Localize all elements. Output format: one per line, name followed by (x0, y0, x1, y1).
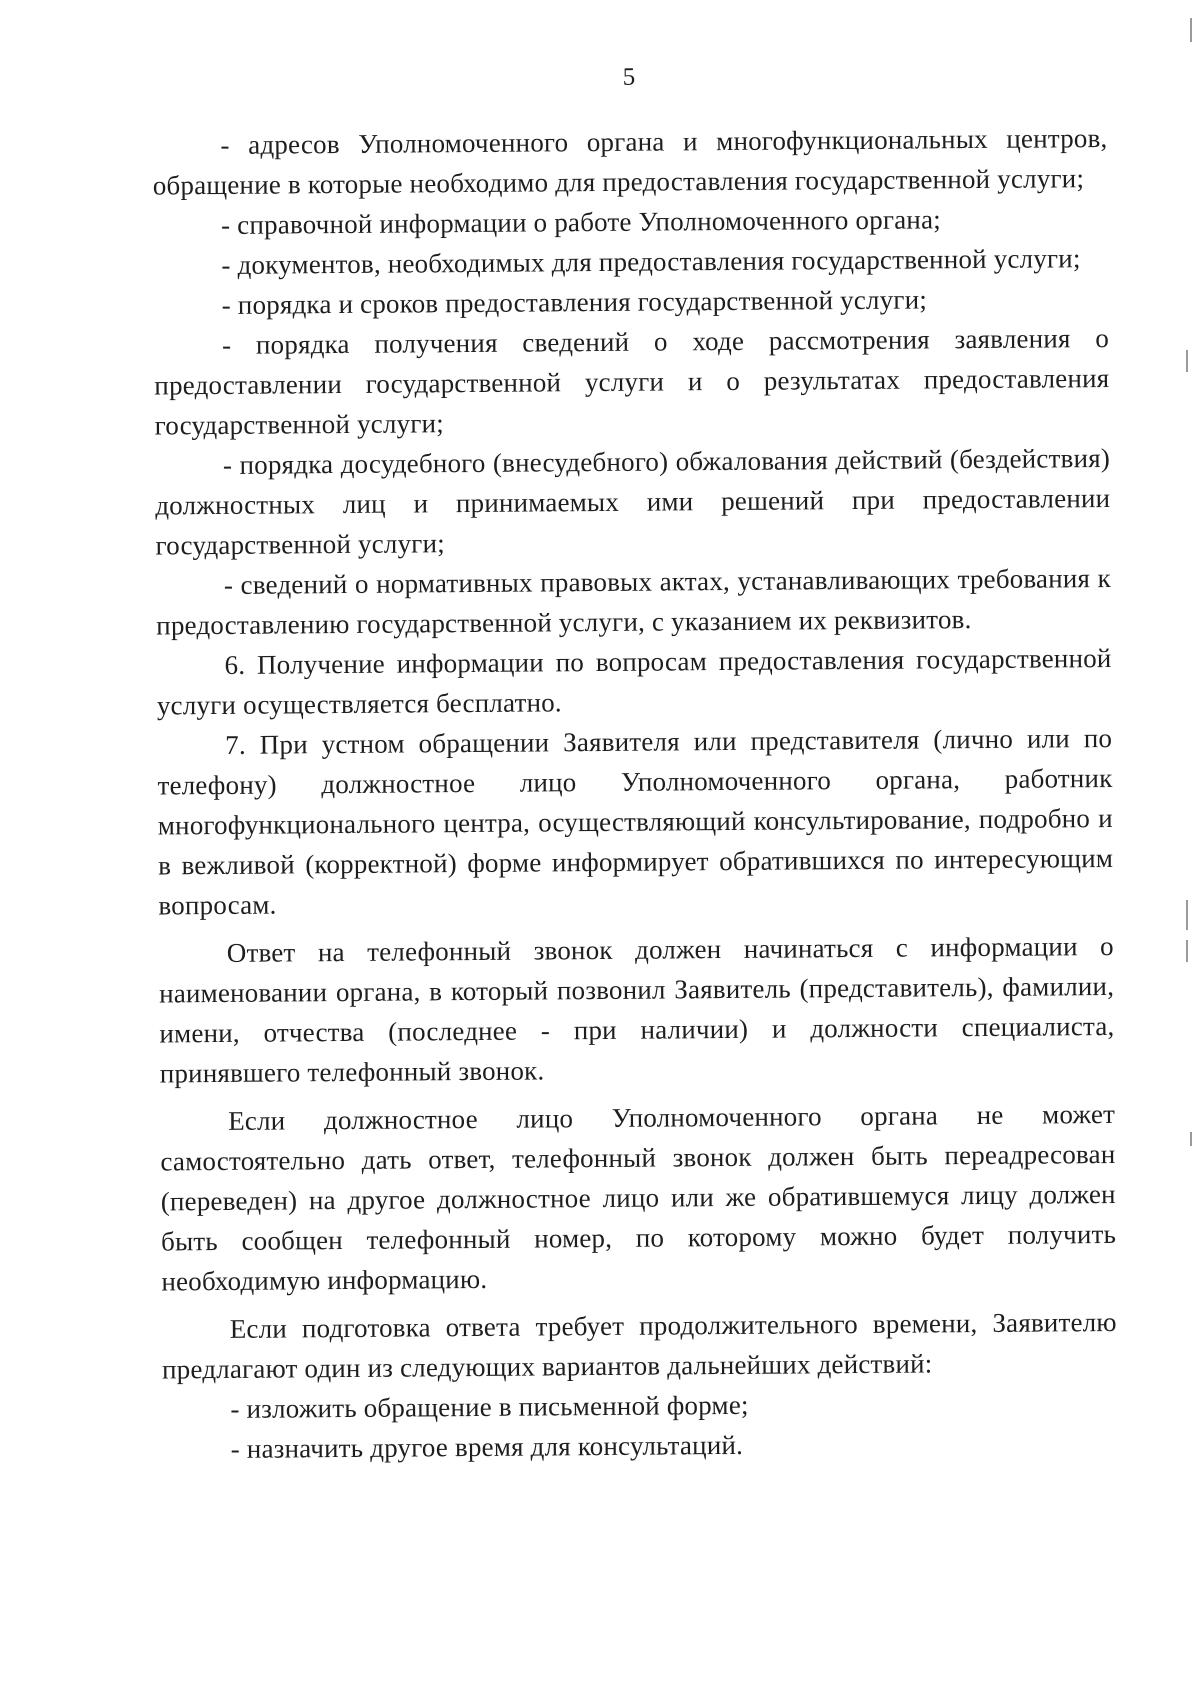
paragraph-reference-info: - справочной информации о работе Уполномоченного органа; (220, 204, 942, 240)
paragraph-oral-inquiry: 7. При устном обращении Заявителя или представителя (лично или по телефону) должностное лицо Уполномоченного органа, работник многофункционального центра, осуществляющий консультирование, подробно и в вежливой (корректной) форме информирует обратившихся по интересующим вопросам. (157, 722, 1114, 921)
paragraph-documents: - документов, необходимых для предоставления государственной услуги; (221, 243, 1081, 280)
paragraph-status-info: - порядка получения сведений о ходе рассмотрения заявления о предоставлении государственной услуги и о результатах предоставления государственной услуги; (154, 322, 1110, 441)
scan-edge-mark (1186, 940, 1188, 962)
paragraph-appeal-procedure: - порядка досудебного (внесудебного) обжалования действий (бездействия) должностных лиц и принимаемых ими решений при предоставлении государственной услуги; (155, 442, 1111, 561)
paragraph-long-answer: Если подготовка ответа требует продолжительного времени, Заявителю предлагают один из следующих вариантов дальнейших действий: (161, 1306, 1117, 1385)
paragraph-procedure-terms: - порядка и сроков предоставления государственной услуги; (221, 284, 928, 320)
paragraph-redirect: Если должностное лицо Уполномоченного органа не может самостоятельно дать ответ, телефонный звонок должен быть переадресован (переведен) на другое должностное лицо или же обратившемуся лицу должен быть сообщен телефонный номер, по которому можно будет получить необходимую информацию. (160, 1098, 1117, 1297)
document-body (152, 118, 1118, 1469)
paragraph-addresses: - адресов Уполномоченного органа и многофункциональных центров, обращение в которые необходимо для предоставления государственной услуги; (152, 122, 1108, 201)
scan-edge-mark (1186, 350, 1188, 372)
paragraph-legal-acts: - сведений о нормативных правовых актах, устанавливающих требования к предоставлению государственной услуги, с указанием их реквизитов. (156, 562, 1112, 641)
scan-edge-mark (1186, 900, 1188, 930)
list-item-written-form: - изложить обращение в письменной форме; (230, 1389, 749, 1424)
paragraph-phone-answer: Ответ на телефонный звонок должен начинаться с информации о наименовании органа, в который позвонил Заявитель (представитель), фамилии, имени, отчества (последнее - при наличии) и должности специалиста, принявшего телефонный звонок. (159, 930, 1115, 1089)
paragraph-free-info: 6. Получение информации по вопросам предоставления государственной услуги осуществляется бесплатно. (156, 642, 1112, 721)
scan-edge-mark (1190, 18, 1192, 42)
scan-edge-mark (1190, 1132, 1192, 1146)
list-item-other-time: - назначить другое время для консультаций. (230, 1429, 744, 1464)
page-number: 5 (622, 63, 636, 91)
